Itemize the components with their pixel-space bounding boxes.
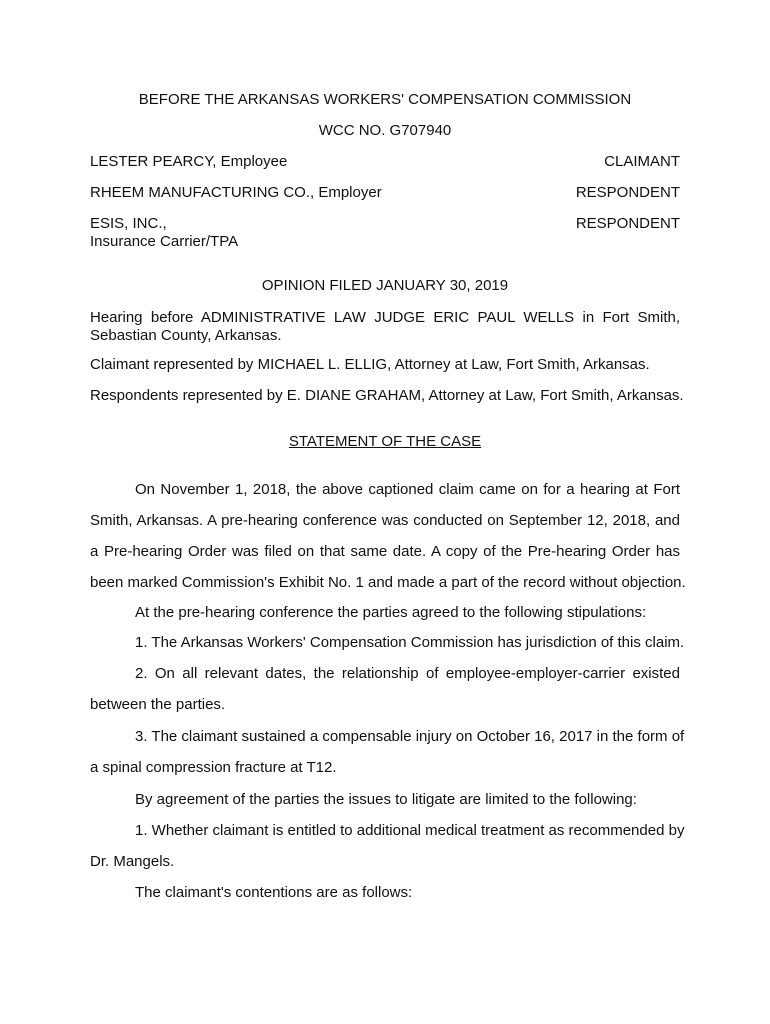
party-row-employer [90,184,680,202]
party-name: LESTER PEARCY, Employee [90,153,288,170]
body-line: a Pre-hearing Order was filed on that same date. A copy of the Pre-hearing Order has [90,543,680,560]
party-role: RESPONDENT [575,184,680,201]
commission-heading: BEFORE THE ARKANSAS WORKERS' COMPENSATION COMMISSION [138,91,632,108]
party-name [90,215,238,251]
body-line: By agreement of the parties the issues to litigate are limited to the following: [135,791,637,808]
stipulation-item: 1. The Arkansas Workers' Compensation Commission has jurisdiction of this claim. [135,634,685,651]
body-line: a spinal compression fracture at T12. [90,759,337,776]
body-line: Smith, Arkansas. A pre-hearing conference was conducted on September 12, 2018, and [90,512,680,529]
body-line: between the parties. [90,696,226,713]
respondent-representation: Respondents represented by E. DIANE GRAHAM, Attorney at Law, Fort Smith, Arkansas. [90,387,684,404]
body-line: On November 1, 2018, the above captioned claim came on for a hearing at Fort [135,481,680,498]
party-role: CLAIMANT [604,153,680,170]
claimant-representation: Claimant represented by MICHAEL L. ELLIG, Attorney at Law, Fort Smith, Arkansas. [90,356,650,373]
body-line: At the pre-hearing conference the parties agreed to the following stipulations: [135,604,647,621]
body-line: been marked Commission's Exhibit No. 1 and made a part of the record without objection. [90,574,686,591]
hearing-paragraph: Hearing before ADMINISTRATIVE LAW JUDGE ERIC PAUL WELLS in Fort Smith, Sebastian County, Arkansas. [90,309,680,344]
party-role: RESPONDENT [575,215,680,232]
issue-item: 1. Whether claimant is entitled to additional medical treatment as recommended by [135,822,685,839]
body-line: The claimant's contentions are as follows: [135,884,413,901]
body-line: Dr. Mangels. [90,853,175,870]
party-name: RHEEM MANUFACTURING CO., Employer [90,184,382,201]
section-heading: STATEMENT OF THE CASE [288,433,482,450]
stipulation-item: 2. On all relevant dates, the relationship of employee-employer-carrier existed [135,665,680,682]
party-row-carrier [90,215,680,251]
opinion-filed: OPINION FILED JANUARY 30, 2019 [261,277,509,294]
party-name-line1: ESIS, INC., [90,215,167,232]
party-name-line2: Insurance Carrier/TPA [90,233,239,250]
case-number: WCC NO. G707940 [318,122,452,139]
party-row-claimant [90,153,680,171]
stipulation-item: 3. The claimant sustained a compensable injury on October 16, 2017 in the form of [135,728,685,745]
